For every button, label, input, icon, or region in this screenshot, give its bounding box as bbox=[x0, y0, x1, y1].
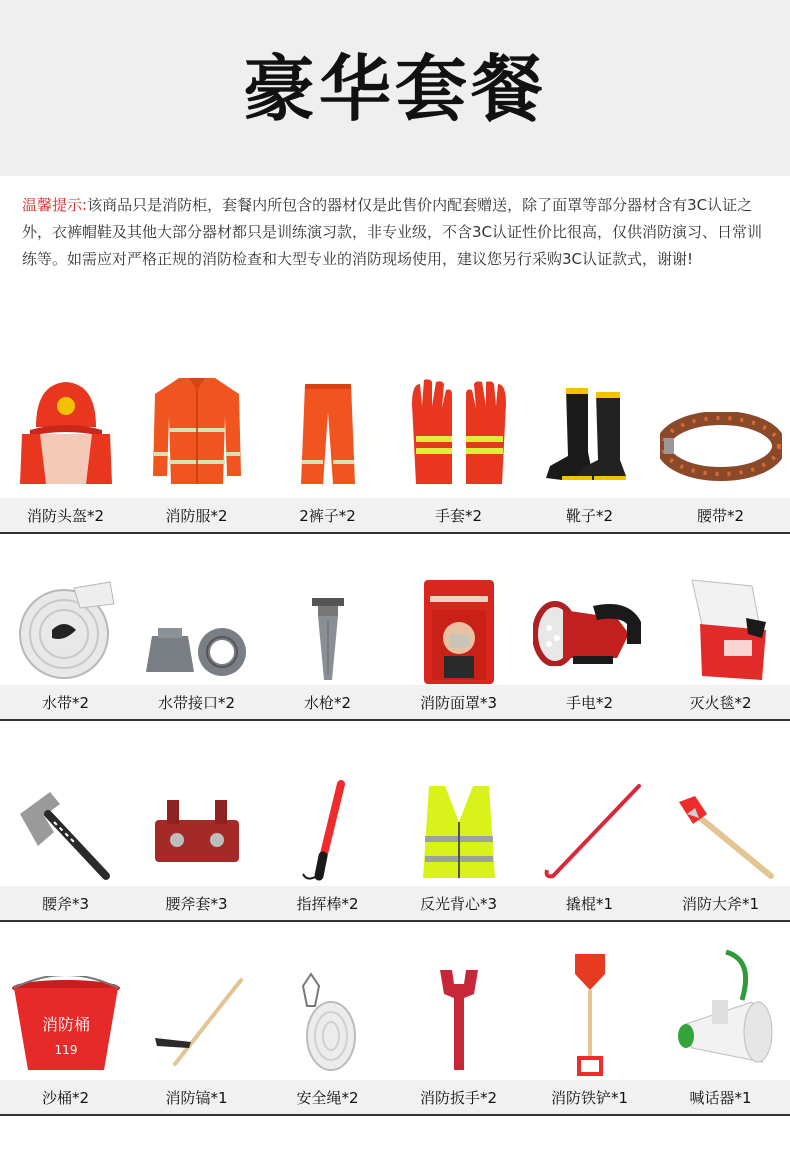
flashlight-icon bbox=[524, 600, 655, 666]
page-header bbox=[0, 0, 790, 176]
mask-box-icon bbox=[393, 578, 524, 686]
notice-text bbox=[22, 192, 774, 273]
item-label: 水带*2 bbox=[41, 693, 90, 712]
product-row-1 bbox=[0, 372, 790, 532]
item-label: 撬棍*1 bbox=[565, 894, 614, 913]
item-label: 安全绳*2 bbox=[296, 1088, 359, 1107]
axe-holster-icon bbox=[131, 798, 262, 864]
pickaxe-icon bbox=[131, 974, 262, 1070]
item-label: 沙桶*2 bbox=[41, 1088, 90, 1107]
item-label: 消防扳手*2 bbox=[419, 1088, 498, 1107]
product-row-4 bbox=[0, 948, 790, 1114]
waist-axe-icon bbox=[0, 786, 131, 882]
item-label: 消防铁铲*1 bbox=[550, 1088, 629, 1107]
bucket-label-text: 消防桶 bbox=[41, 1015, 90, 1034]
notice-label: 温馨提示: bbox=[22, 196, 88, 214]
item-label: 消防面罩*3 bbox=[419, 693, 498, 712]
rope-icon bbox=[262, 966, 393, 1074]
item-label: 靴子*2 bbox=[565, 506, 614, 525]
item-label: 水枪*2 bbox=[303, 693, 352, 712]
notice-body: 该商品只是消防柜，套餐内所包含的器材仅是此售价内配套赠送，除了面罩等部分器材含有3C认证之外，衣裤帽鞋及其他大部分器材都只是训练演习款，非专业级，不含3C认证性价比很高，仅供消防演习、日常训练等。如需应对严格正规的消防检查和大型专业的消防现场使用，建议您另行采购3C认证款式，谢谢! bbox=[22, 196, 763, 268]
hose-icon bbox=[0, 578, 131, 682]
product-row-2 bbox=[0, 574, 790, 720]
nozzle-icon bbox=[262, 594, 393, 684]
jacket-icon bbox=[131, 376, 262, 486]
item-label: 反光背心*3 bbox=[419, 894, 498, 913]
bucket-number-text: 119 bbox=[54, 1043, 77, 1057]
pants-icon bbox=[262, 382, 393, 486]
caption-bar bbox=[0, 1080, 790, 1116]
caption-bar bbox=[0, 886, 790, 922]
fire-axe-icon bbox=[655, 792, 786, 882]
product-row-3 bbox=[0, 774, 790, 920]
hose-coupling-icon bbox=[131, 626, 262, 678]
boots-icon bbox=[524, 382, 655, 482]
caption-bar bbox=[0, 498, 790, 534]
shovel-icon bbox=[524, 950, 655, 1078]
gloves-icon bbox=[393, 376, 524, 486]
wrench-icon bbox=[393, 966, 524, 1074]
item-label: 腰斧*3 bbox=[41, 894, 90, 913]
fire-blanket-icon bbox=[655, 578, 786, 682]
helmet-icon bbox=[0, 372, 131, 487]
item-label: 手电*2 bbox=[565, 693, 614, 712]
vest-icon bbox=[393, 782, 524, 884]
item-label: 喊话器*1 bbox=[689, 1088, 752, 1107]
item-label: 消防头盔*2 bbox=[26, 506, 105, 525]
crowbar-icon bbox=[524, 782, 655, 882]
item-label: 腰带*2 bbox=[696, 506, 745, 525]
caption-bar bbox=[0, 685, 790, 721]
belt-icon bbox=[655, 412, 786, 486]
baton-icon bbox=[262, 780, 393, 884]
item-label: 腰斧套*3 bbox=[165, 894, 228, 913]
item-label: 消防服*2 bbox=[165, 506, 228, 525]
item-label: 手套*2 bbox=[434, 506, 483, 525]
item-label: 2裤子*2 bbox=[299, 506, 356, 525]
item-label: 指挥棒*2 bbox=[296, 894, 359, 913]
sand-bucket-icon bbox=[0, 976, 131, 1072]
item-label: 灭火毯*2 bbox=[689, 693, 752, 712]
page-title: 豪华套餐 bbox=[242, 47, 547, 131]
item-label: 消防大斧*1 bbox=[681, 894, 760, 913]
item-label: 消防镐*1 bbox=[165, 1088, 228, 1107]
item-label: 水带接口*2 bbox=[157, 693, 236, 712]
megaphone-icon bbox=[655, 950, 786, 1080]
